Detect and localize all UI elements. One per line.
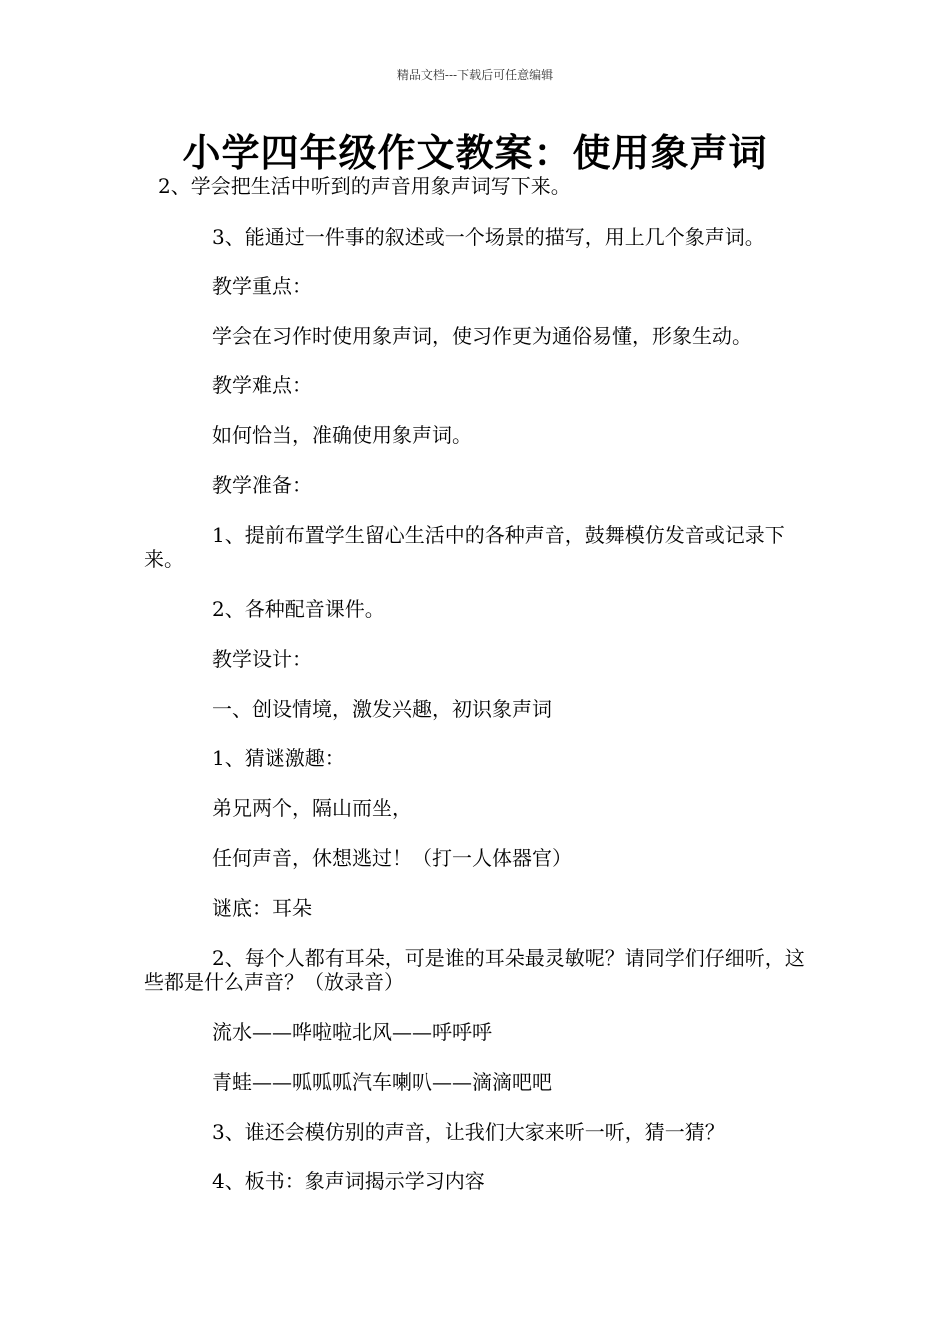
paragraph: 如何恰当，准确使用象声词。 (212, 423, 472, 447)
paragraph: 2、学会把生活中听到的声音用象声词写下来。 (158, 174, 571, 198)
paragraph: 4、板书：象声词揭示学习内容 (212, 1169, 485, 1193)
paragraph: 青蛙——呱呱呱汽车喇叭——滴滴吧吧 (212, 1070, 552, 1094)
paragraph: 学会在习作时使用象声词，使习作更为通俗易懂，形象生动。 (212, 324, 752, 348)
paragraph: 2、各种配音课件。 (212, 597, 385, 621)
paragraph: 2、每个人都有耳朵，可是谁的耳朵最灵敏呢？请同学们仔细听，这些都是什么声音？（放录音） (144, 946, 805, 994)
paragraph: 弟兄两个，隔山而坐， (212, 796, 412, 820)
section-heading: 教学设计： (212, 647, 312, 671)
section-heading: 教学重点： (212, 274, 312, 298)
page-header: 精品文档---下载后可任意编辑 (396, 68, 554, 82)
paragraph: 3、能通过一件事的叙述或一个场景的描写，用上几个象声词。 (212, 225, 765, 249)
paragraph: 任何声音，休想逃过！（打一人体器官） (212, 846, 572, 870)
paragraph: 谜底：耳朵 (212, 896, 312, 920)
paragraph: 流水——哗啦啦北风——呼呼呼 (212, 1020, 492, 1044)
paragraph: 3、谁还会模仿别的声音，让我们大家来听一听，猜一猜？ (212, 1120, 725, 1144)
paragraph: 一、创设情境，激发兴趣，初识象声词 (212, 697, 552, 721)
section-heading: 教学难点： (212, 373, 312, 397)
paragraph: 1、猜谜激趣： (212, 746, 345, 770)
section-heading: 教学准备： (212, 473, 312, 497)
document-title: 小学四年级作文教案：使用象声词 (182, 130, 768, 175)
paragraph: 1、提前布置学生留心生活中的各种声音，鼓舞模仿发音或记录下来。 (144, 523, 785, 571)
